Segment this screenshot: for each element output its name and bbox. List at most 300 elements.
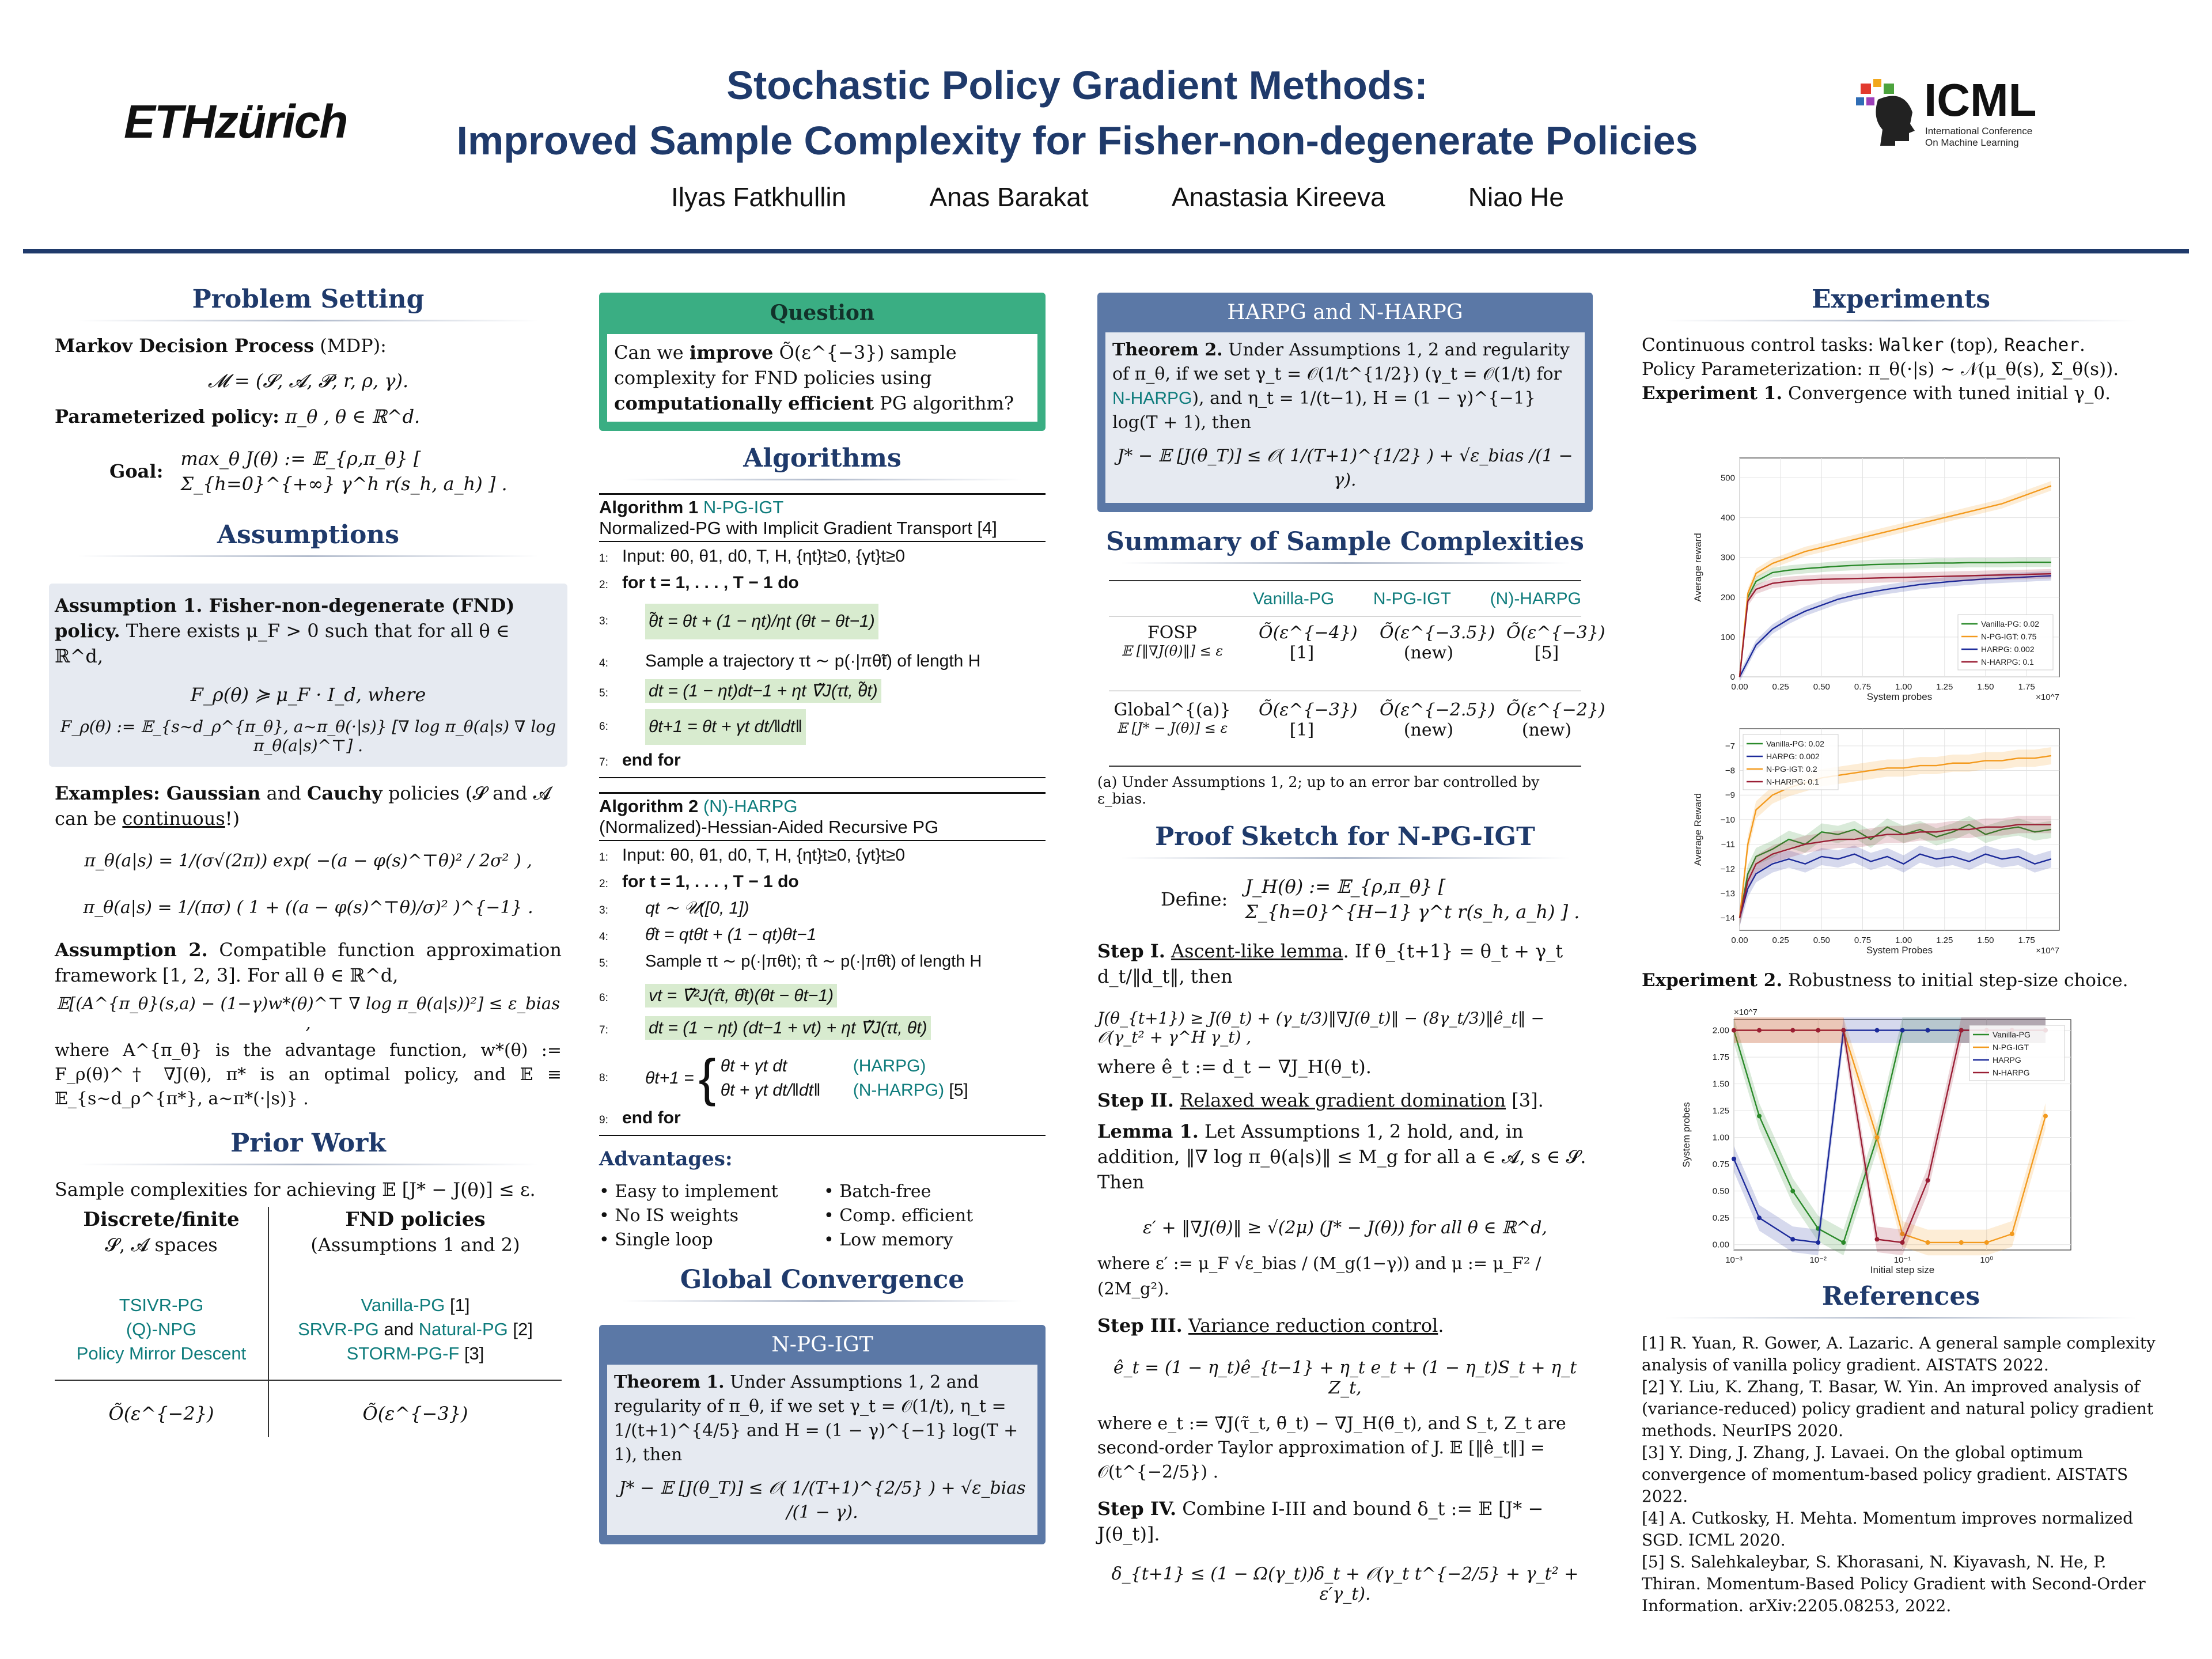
data-point <box>1841 1240 1846 1245</box>
theorem-1-title: N-PG-IGT <box>771 1333 873 1357</box>
col2-header <box>269 1207 562 1257</box>
line-number: 1: <box>599 851 608 863</box>
reference-item: [1] R. Yuan, R. Gower, A. Lazaric. A general sample complexity analysis of vanilla policy gradient. AISTATS 2022. <box>1642 1334 2156 1374</box>
column-4 <box>1642 276 2160 406</box>
proof-step-4 <box>1097 1496 1593 1547</box>
method-name: Policy Mirror Descent <box>76 1343 247 1363</box>
q-part: PG algorithm? <box>874 392 1014 414</box>
theorem-method: N-HARPG <box>1112 389 1192 408</box>
row-head <box>1109 700 1236 736</box>
icml-wordmark: ICML <box>1924 74 2037 126</box>
lemma-text: Let Assumptions 1, 2 hold, and, in addition, ‖∇ log π_θ(a|s)‖ ≤ M_g for all a ∈ 𝓐, s ∈ 𝓢. Then <box>1097 1120 1586 1193</box>
divider <box>1120 857 1570 859</box>
section-heading: Summary of Sample Complexities <box>1106 527 1584 556</box>
line-text: Input: θ0, θ1, d0, T, H, {ηt}t≥0, {γt}t≥0 <box>622 846 906 865</box>
line-number: 5: <box>599 957 608 969</box>
summary-footnote: (a) Under Assumptions 1, 2; up to an error bar controlled by ε_bias. <box>1097 774 1540 807</box>
alg-line <box>599 748 1046 775</box>
line-number: 8: <box>599 1072 608 1084</box>
ref: [2] <box>507 1319 533 1339</box>
method-name: STORM-PG-F <box>346 1343 460 1363</box>
experiment-2-line <box>1642 968 2128 993</box>
x-axis-label: System Probes <box>1866 945 1933 956</box>
table-row-divider <box>55 1380 562 1381</box>
icml-logo <box>1855 75 2085 150</box>
advantages-left <box>599 1180 824 1252</box>
exp-text: Robustness to initial step-size choice. <box>1782 970 2128 991</box>
x-tick-label: 0.00 <box>1731 935 1748 945</box>
mdp-abbrev: (MDP): <box>314 335 387 357</box>
author: Ilyas Fatkhullin <box>671 182 847 212</box>
y-tick-label: −8 <box>1725 766 1735 776</box>
col2-rate: Õ(ε^{−3}) <box>362 1403 468 1425</box>
y-tick-label: −12 <box>1720 864 1735 874</box>
line-number: 2: <box>599 579 608 591</box>
data-point <box>1984 1240 1989 1245</box>
advantage-text: Low memory <box>839 1230 953 1250</box>
y-axis-label: Average reward <box>1692 533 1703 602</box>
advantage-text: Single loop <box>615 1230 713 1250</box>
cell <box>1259 623 1358 663</box>
references-section <box>1642 1282 2160 1617</box>
data-point <box>1874 1028 1879 1033</box>
row-title: FOSP <box>1147 623 1198 643</box>
q-part: Õ(ε^{−3}) sample complexity for FND policies using <box>614 342 957 389</box>
cell-value: Õ(ε^{−3.5}) <box>1380 623 1495 643</box>
y-tick-label: 300 <box>1720 552 1735 563</box>
step-name: Ascent-like lemma <box>1171 940 1343 962</box>
legend-label: HARPG <box>1993 1055 2021 1065</box>
legend-label: N-PG-IGT: 0.75 <box>1981 632 2037 641</box>
legend-label: Vanilla-PG <box>1993 1030 2031 1039</box>
legend-label: N-HARPG: 0.1 <box>1766 777 1819 786</box>
x-tick-label: 10⁻¹ <box>1893 1255 1911 1265</box>
gaussian-policy-eq: π_θ(a|s) = 1/(σ√(2π)) exp( −(a − φ(s)^⊤θ)² / 2σ² ) , <box>84 851 532 871</box>
col-head: N-PG-IGT <box>1373 589 1451 608</box>
line-number: 7: <box>599 1024 608 1036</box>
lemma-1 <box>1097 1119 1593 1195</box>
divider <box>1665 320 2137 321</box>
intro-text: . <box>2079 335 2085 355</box>
line-text: Input: θ0, θ1, d0, T, H, {ηt}t≥0, {γt}t≥0 <box>622 547 906 566</box>
x-tick-label: 10⁻² <box>1809 1255 1827 1265</box>
y-tick-label: 0.75 <box>1712 1160 1729 1170</box>
advantages-list <box>599 1180 1046 1252</box>
case-expr: θt + γt dt <box>720 1056 787 1075</box>
case-expr: θt + γt dt/‖dt‖ <box>720 1081 821 1100</box>
alg-line <box>599 649 1046 676</box>
line-text: dt = (1 − ηt) (dt−1 + vt) + ηt ∇̃J(τt, θt) <box>645 1016 931 1040</box>
alg-line <box>599 1106 1046 1132</box>
alg-line <box>599 544 1046 571</box>
cell-value: Õ(ε^{−2}) <box>1506 700 1605 720</box>
y-tick-label: 0 <box>1730 672 1735 682</box>
data-point <box>2043 1113 2048 1118</box>
summary-col-heads <box>1253 589 1581 609</box>
data-point <box>1900 1240 1905 1245</box>
section-heading: Problem Setting <box>192 285 425 314</box>
line-text: θ̂t = qtθt + (1 − qt)θt−1 <box>645 925 817 944</box>
col1-header <box>55 1207 268 1257</box>
lemma-1-eq: ε′ + ‖∇J(θ)‖ ≥ √(2μ) (J* − J(θ)) for all θ ∈ ℝ^d, <box>1143 1218 1547 1238</box>
alg-line <box>599 870 1046 896</box>
algorithm-1-title <box>599 495 1046 542</box>
policy-eq: π_θ , θ ∈ ℝ^d. <box>279 406 421 427</box>
data-point <box>1790 1237 1795 1241</box>
x-tick-label: 1.00 <box>1895 682 1912 692</box>
line-number: 6: <box>599 721 608 733</box>
column-2 <box>599 293 1046 1544</box>
step-ref: [3]. <box>1506 1089 1544 1111</box>
line-number: 3: <box>599 615 608 627</box>
icml-subtitle-line: International Conference <box>1925 126 2033 137</box>
y-tick-label: −10 <box>1720 815 1735 825</box>
section-heading: Prior Work <box>230 1128 386 1158</box>
section-heading: Experiments <box>1811 285 1991 314</box>
policy-label: Parameterized policy: <box>55 406 279 427</box>
data-point <box>1816 1240 1820 1245</box>
line-number: 2: <box>599 878 608 890</box>
theorem-2-title: HARPG and N-HARPG <box>1227 301 1463 324</box>
poster-title <box>357 58 1797 168</box>
theorem-text: Under Assumptions 1, 2 and regularity of π_θ, if we set γ_t = 𝒪(1/t^{1/2}) (γ_t = 𝒪(1/t) for <box>1112 340 1570 384</box>
assumption-2-title: Assumption 2. <box>55 939 208 961</box>
eth-logo: ETHzürich <box>124 96 347 148</box>
step-text: . If θ_{t+1} = θ_t + γ_t d_t/‖d_t‖, then <box>1097 940 1563 987</box>
legend-label: Vanilla-PG: 0.02 <box>1981 619 2039 628</box>
cell-value: Õ(ε^{−3}) <box>1506 623 1605 643</box>
step-label: Step I. <box>1097 940 1165 962</box>
advantage-text: No IS weights <box>615 1206 739 1226</box>
col1-head: Discrete/finite <box>83 1208 240 1231</box>
case-tag: (HARPG) <box>853 1056 926 1075</box>
cell-value: Õ(ε^{−3}) <box>1259 700 1358 720</box>
examples-post: policies (𝓢 and 𝓐 can be <box>55 782 551 830</box>
alg-line <box>599 984 1046 1010</box>
prior-intro: Sample complexities for achieving 𝔼 [J* − J(θ)] ≤ ε. <box>55 1179 536 1200</box>
line-text: dt = (1 − ηt)dt−1 + ηt ∇̃J(τt, θ̃t) <box>645 679 881 703</box>
proof-step-1-where: where ê_t := d_t − ∇J_H(θ_t). <box>1097 1056 1372 1078</box>
data-point <box>1732 1157 1736 1161</box>
column-3 <box>1097 293 1605 1604</box>
data-point <box>1874 1237 1879 1241</box>
assumption-2-body: Compatible function approximation framework [1, 2, 3]. For all θ ∈ ℝ^d, <box>55 939 562 986</box>
define-eq: J_H(θ) := 𝔼_{ρ,π_θ} [ Σ_{h=0}^{H−1} γ^t r(s_h, a_h) ] . <box>1245 876 1580 923</box>
col-head: Vanilla-PG <box>1253 589 1335 608</box>
theorem-2-body <box>1105 332 1585 503</box>
line-text: Sample a trajectory τt ∼ p(·|πθ̃t) of length H <box>645 652 981 671</box>
y-axis-label: System probes <box>1681 1102 1692 1168</box>
proof-step-3-eq: ê_t = (1 − η_t)ê_{t−1} + η_t e_t + (1 − η_t)S_t + η_t Z_t, <box>1113 1358 1577 1398</box>
alg-line <box>599 1051 1046 1106</box>
x-tick-label: 1.25 <box>1936 682 1953 692</box>
data-point <box>1926 1028 1930 1033</box>
alg-line <box>599 896 1046 923</box>
col1-methods <box>55 1293 268 1366</box>
mdp-line <box>55 333 562 358</box>
advantage-item: • Low memory <box>824 1230 953 1250</box>
cell-note: [1] <box>1289 643 1315 663</box>
cell <box>1380 623 1495 663</box>
cell <box>1380 700 1495 740</box>
y-tick-label: 0.50 <box>1712 1186 1729 1196</box>
x-tick-label: 1.50 <box>1977 682 1994 692</box>
line-number: 1: <box>599 552 608 565</box>
data-point <box>1926 1240 1930 1245</box>
advantage-text: Comp. efficient <box>839 1206 974 1226</box>
define-label: Define: <box>1161 888 1228 910</box>
line-number: 4: <box>599 657 608 669</box>
header-rule <box>23 249 2189 253</box>
method-name: SRVR-PG <box>298 1319 379 1339</box>
reference-item: [2] Y. Liu, K. Zhang, T. Basar, W. Yin. An improved analysis of (variance-reduced) policy gradient and natural policy gradient methods. NeurIPS 2020. <box>1642 1377 2154 1440</box>
lemma-label: Lemma 1. <box>1097 1120 1199 1142</box>
line-text: θ̃t = θt + (1 − ηt)/ηt (θt − θt−1) <box>645 604 878 639</box>
line-number: 4: <box>599 931 608 943</box>
proof-define <box>1161 870 1593 928</box>
icml-subtitle <box>1925 126 2032 149</box>
cell-note: (new) <box>1521 720 1572 740</box>
data-point <box>1790 1028 1795 1033</box>
env-name: Walker <box>1879 335 1944 355</box>
col2-sub: (Assumptions 1 and 2) <box>310 1234 520 1256</box>
x-axis-label: Initial step size <box>1870 1264 1935 1275</box>
title-line-1: Stochastic Policy Gradient Methods: <box>726 63 1428 108</box>
assumption-2-eq: 𝔼[(A^{π_θ}(s,a) − (1−γ)w*(θ)^⊤ ∇ log π_θ(a|s))²] ≤ ε_bias , <box>56 994 560 1033</box>
author: Anas Barakat <box>929 182 1089 212</box>
y-multiplier: ×10^7 <box>1734 1007 1758 1017</box>
cell <box>1259 700 1358 740</box>
advantage-item: • Single loop <box>599 1230 713 1250</box>
reference-item: [5] S. Salehkaleybar, S. Khorasani, N. Kiyavash, N. He, P. Thiran. Momentum-Based Policy Gradient with Second-Order Information. arXiv:2205.08253, 2022. <box>1642 1552 2146 1615</box>
line-number: 3: <box>599 904 608 916</box>
alg-line <box>599 706 1046 748</box>
data-point <box>1959 1028 1964 1033</box>
y-tick-label: 1.25 <box>1712 1106 1729 1116</box>
mdp-equation: 𝓜 = (𝓢, 𝓐, 𝓟, r, ρ, γ). <box>207 370 409 392</box>
advantage-text: Batch-free <box>839 1181 931 1202</box>
y-tick-label: 1.75 <box>1712 1052 1729 1063</box>
theorem-1-box <box>599 1325 1046 1544</box>
assumption-2-text <box>55 937 562 988</box>
assumption-1-box <box>49 584 567 767</box>
alg-line <box>599 949 1046 976</box>
line-number: 7: <box>599 756 608 768</box>
cell <box>1506 700 1605 740</box>
line-text: θt+1 = <box>645 1069 694 1088</box>
y-tick-label: −7 <box>1725 741 1735 751</box>
question-text <box>607 334 1037 422</box>
x-multiplier: ×10^7 <box>2036 946 2059 956</box>
x-tick-label: 10⁻³ <box>1725 1255 1743 1265</box>
question-heading: Question <box>770 301 875 325</box>
intro-text: Continuous control tasks: <box>1642 335 1880 355</box>
y-tick-label: −14 <box>1720 913 1735 923</box>
proof-step-1-eq: J(θ_{t+1}) ≥ J(θ_t) + (γ_t/3)‖∇J(θ_t)‖ − (8γ_t/3)‖ê_t‖ − 𝒪(γ_t² + γ^H γ_t) , <box>1097 1009 1544 1047</box>
alg-line <box>599 679 1046 706</box>
data-point <box>2010 1232 2014 1236</box>
stepsize-robustness-chart <box>1679 997 2082 1285</box>
method-name: TSIVR-PG <box>119 1295 204 1315</box>
line-number: 9: <box>599 1114 608 1126</box>
theorem-text: ), and η_t = 1/(t−1), H = (1 − γ)^{−1} log(T + 1), then <box>1112 388 1536 433</box>
summary-table <box>1109 580 1605 767</box>
divider <box>78 555 539 557</box>
data-point <box>1959 1240 1964 1245</box>
assumption-2-where: where A^{π_θ} is the advantage function, w*(θ) := F_ρ(θ)^† ∇J(θ), π* is an optimal policy, and 𝔼 ≡ 𝔼_{s∼d_ρ^{π*}, a∼π*(·|s)} . <box>55 1040 562 1109</box>
method-name: Vanilla-PG <box>361 1295 445 1315</box>
advantage-item: • Comp. efficient <box>824 1206 974 1226</box>
examples-and: and <box>260 782 307 804</box>
proof-step-2 <box>1097 1088 1593 1113</box>
exp-label: Experiment 2. <box>1642 970 1783 991</box>
exp-text: Convergence with tuned initial γ_0. <box>1782 383 2111 404</box>
y-tick-label: −13 <box>1720 888 1735 899</box>
assumption-1-title: Assumption 1. Fisher-non-degenerate (FND) policy. <box>55 594 515 642</box>
icml-subtitle-line: On Machine Learning <box>1925 137 2019 148</box>
section-heading: Assumptions <box>217 520 400 550</box>
method-name: (Q)-NPG <box>126 1319 197 1339</box>
env-name: Reacher <box>2004 335 2080 355</box>
line-number: 5: <box>599 687 608 699</box>
row-sub: 𝔼 [‖∇J(θ)‖] ≤ ε <box>1121 643 1224 659</box>
cell-note: (new) <box>1403 643 1454 663</box>
col1-rate: Õ(ε^{−2}) <box>108 1403 214 1425</box>
advantages-right <box>824 1180 973 1252</box>
goal-label: Goal: <box>109 460 164 482</box>
reference-item: [4] A. Cutkosky, H. Mehta. Momentum improves normalized SGD. ICML 2020. <box>1642 1509 2134 1550</box>
x-tick-label: 0.50 <box>1813 935 1830 945</box>
case-tag: (N-HARPG) <box>853 1081 945 1100</box>
ref: [3] <box>459 1343 484 1363</box>
x-tick-label: 1.00 <box>1895 935 1912 945</box>
walker-reward-chart <box>1691 446 2071 711</box>
data-point <box>1757 1215 1762 1220</box>
col1-sub: 𝓢, 𝓐 spaces <box>105 1234 218 1256</box>
section-heading: Proof Sketch for N-PG-IGT <box>1155 822 1535 851</box>
line-number: 6: <box>599 992 608 1004</box>
y-axis-label: Average Reward <box>1692 793 1703 866</box>
question-box <box>599 293 1046 431</box>
advantage-item: • Batch-free <box>824 1181 931 1202</box>
legend-label: N-HARPG <box>1993 1068 2030 1077</box>
alg-line <box>599 597 1046 646</box>
y-tick-label: −11 <box>1721 839 1735 850</box>
examples-end: !) <box>225 808 240 830</box>
policy-line <box>55 404 562 429</box>
examples-label: Examples: Gaussian <box>55 782 261 804</box>
y-tick-label: 400 <box>1720 513 1735 523</box>
x-tick-label: 0.50 <box>1813 682 1830 692</box>
reference-item: [3] Y. Ding, J. Zhang, J. Lavaei. On the global optimum convergence of momentum-based policy gradient. AISTATS 2022. <box>1642 1443 2128 1506</box>
advantages-heading: Advantages: <box>599 1147 733 1171</box>
cell-note: [5] <box>1534 643 1559 663</box>
assumption-1-text <box>55 593 562 669</box>
section-heading: Global Convergence <box>680 1265 965 1294</box>
alg-line <box>599 843 1046 870</box>
line-text: qt ∼ 𝒰([0, 1]) <box>645 899 749 918</box>
goal-line <box>109 445 562 497</box>
divider <box>622 479 1022 480</box>
algorithm-1-lines <box>599 542 1046 777</box>
cell-note: [1] <box>1289 720 1315 740</box>
proof-step-3-where: where e_t := ∇̃J(τ̃_t, θ̃_t) − ∇J_H(θ̃_t), and S_t, Z_t are second-order Taylor approximation of J. 𝔼 [‖ê_t‖] = 𝒪(t^{−2/5}) . <box>1097 1414 1566 1482</box>
section-heading: Algorithms <box>743 444 902 473</box>
algorithm-2-lines <box>599 841 1046 1135</box>
data-point <box>1926 1178 1930 1183</box>
cell-value: Õ(ε^{−2.5}) <box>1380 700 1495 720</box>
assumption-1-eq-2: F_ρ(θ) := 𝔼_{s∼d_ρ^{π_θ}, a∼π_θ(·|s)} [∇ log π_θ(a|s) ∇ log π_θ(a|s)^⊤] . <box>60 717 556 755</box>
q-bold: improve <box>689 342 774 363</box>
line-text: θt+1 = θt + γt dt/‖dt‖ <box>645 709 806 745</box>
x-tick-label: 0.25 <box>1772 682 1789 692</box>
y-tick-label: 0.25 <box>1712 1213 1729 1224</box>
author: Niao He <box>1468 182 1564 212</box>
data-point <box>1757 1028 1762 1033</box>
mdp-label: Markov Decision Process <box>55 335 315 357</box>
proof-step-1 <box>1097 938 1593 989</box>
y-tick-label: 500 <box>1720 473 1735 483</box>
legend-label: N-HARPG: 0.1 <box>1981 657 2034 666</box>
y-tick-label: 200 <box>1720 592 1735 603</box>
advantage-item: • No IS weights <box>599 1206 739 1226</box>
proof-step-4-eq: δ_{t+1} ≤ (1 − Ω(γ_t))δ_t + 𝒪(γ_t t^{−2/5} + γ_t² + ε′γ_t). <box>1111 1564 1579 1604</box>
column-1 <box>55 276 562 1449</box>
alg-label: Algorithm 1 <box>599 497 699 517</box>
data-point <box>1790 1189 1795 1194</box>
alg-line <box>599 923 1046 949</box>
theorem-label: Theorem 1. <box>614 1372 725 1392</box>
x-tick-label: 0.75 <box>1854 682 1872 692</box>
data-point <box>1900 1028 1905 1033</box>
theorem-label: Theorem 2. <box>1112 340 1223 360</box>
step-label: Step IV. <box>1097 1498 1177 1520</box>
theorem-2-box <box>1097 293 1593 512</box>
assumption-1-eq-1: F_ρ(θ) ≽ μ_F · I_d, where <box>190 684 426 706</box>
q-part: Can we <box>614 342 690 363</box>
theorem-1-body <box>607 1365 1037 1535</box>
intro-text: Policy Parameterization: π_θ(·|s) ∼ 𝒩(μ_θ(s), Σ_θ(s)). <box>1642 359 2119 380</box>
row-head <box>1109 623 1236 659</box>
cauchy-policy-eq: π_θ(a|s) = 1/(πσ) ( 1 + ((a − φ(s)^⊤θ)/σ)² )^{−1} . <box>83 897 533 918</box>
data-point <box>1732 1028 1736 1033</box>
line-text: end for <box>622 1108 681 1127</box>
legend-label: N-PG-IGT: 0.2 <box>1766 764 1817 774</box>
q-bold: computationally efficient <box>614 392 874 414</box>
alg-sub: Normalized-PG with Implicit Gradient Transport [4] <box>599 518 997 538</box>
step-label: Step II. <box>1097 1089 1174 1111</box>
algorithm-1 <box>599 493 1046 778</box>
x-tick-label: 1.25 <box>1936 935 1953 945</box>
step-name: Relaxed weak gradient domination <box>1180 1089 1506 1111</box>
legend-label: Vanilla-PG: 0.02 <box>1766 739 1824 748</box>
theorem-text: Under Assumptions 1, 2 and regularity of π_θ, if we set γ_t = 𝒪(1/t), η_t = 1/(t+1)^{4/5} and H = (1 − γ)^{−1} log(T + 1), then <box>614 1372 1018 1465</box>
row-sub: 𝔼 [J* − J(θ)] ≤ ε <box>1116 720 1228 736</box>
col2-methods <box>269 1293 562 1366</box>
reacher-reward-chart <box>1691 717 2071 965</box>
line-text: vt = ∇̃²J(τ̂t, θ̂t)(θt − θt−1) <box>645 984 837 1007</box>
author-list <box>671 181 1564 213</box>
x-tick-label: 0.00 <box>1731 682 1748 692</box>
goal-equation: max_θ J(θ) := 𝔼_{ρ,π_θ} [ Σ_{h=0}^{+∞} γ^h r(s_h, a_h) ] . <box>180 448 507 495</box>
ref: [1] <box>445 1295 470 1315</box>
title-line-2: Improved Sample Complexity for Fisher-non-degenerate Policies <box>456 118 1698 163</box>
divider <box>1120 562 1570 564</box>
examples-continuous: continuous <box>122 808 225 830</box>
y-tick-label: 1.00 <box>1712 1132 1729 1143</box>
col-head: (N)-HARPG <box>1490 589 1581 608</box>
algorithm-2-title <box>599 794 1046 841</box>
